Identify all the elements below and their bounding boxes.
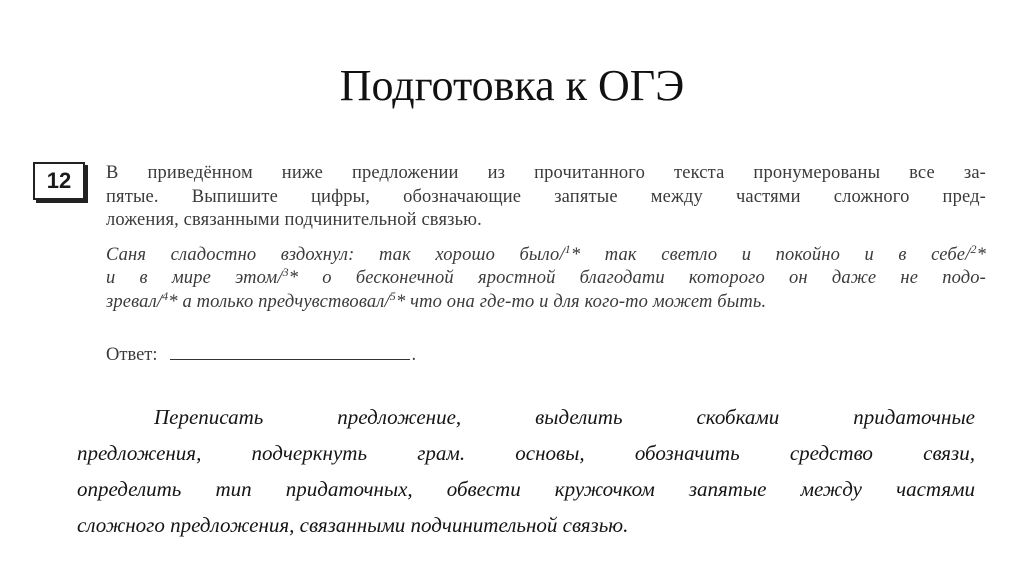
instruction-line: предложения, подчеркнуть грам. основы, обозначить средство связи, xyxy=(77,441,975,465)
task-sentence-line xyxy=(106,264,986,291)
task-sentence-line xyxy=(106,288,986,315)
task-sentence-line xyxy=(106,241,986,268)
teacher-instruction xyxy=(77,399,975,543)
comma-marker-suffix: * xyxy=(395,291,406,312)
sentence-text: и в мире этом xyxy=(106,268,278,288)
sentence-text: зревал xyxy=(106,291,157,312)
comma-number: 5 xyxy=(389,288,396,303)
answer-row xyxy=(106,343,416,366)
task-instruction xyxy=(106,162,986,233)
task-instruction-line: пятые. Выпишите цифры, обозначающие запятые между частями сложного пред- xyxy=(106,186,986,207)
answer-dot: . xyxy=(411,345,417,365)
instruction-line: определить тип придаточных, обвести кружочком запятые между частями xyxy=(77,477,975,501)
comma-marker-prefix: / xyxy=(965,244,971,265)
task-instruction-line: В приведённом ниже предложении из прочитанного текста пронумерованы все за- xyxy=(106,163,986,183)
task-number-badge: 12 xyxy=(33,162,85,200)
comma-number: 1 xyxy=(564,241,571,256)
sentence-text: что она где-то и для кого-то может быть. xyxy=(405,291,767,312)
slide-title: Подготовка к ОГЭ xyxy=(339,61,685,110)
sentence-text: так светло и покойно и в себе xyxy=(580,244,966,265)
sentence-text: о бесконечной яростной благодати которого он даже не подо- xyxy=(298,268,986,288)
comma-marker-prefix: / xyxy=(156,291,163,312)
task-instruction-line: ложения, связанными подчинительной связью. xyxy=(106,210,482,230)
sentence-text: а только предчувствовал xyxy=(177,291,385,312)
task-text-block xyxy=(106,162,986,314)
instruction-line: Переписать предложение, выделить скобками придаточные xyxy=(154,405,975,429)
comma-number: 3 xyxy=(282,264,289,279)
comma-marker-prefix: / xyxy=(277,268,283,288)
comma-marker-prefix: / xyxy=(559,244,565,265)
comma-marker-suffix: * xyxy=(570,244,581,265)
answer-blank-line xyxy=(170,343,410,360)
comma-marker-suffix: * xyxy=(976,244,986,265)
instruction-line: сложного предложения, связанными подчинительной связью. xyxy=(77,513,629,537)
sentence-text: Саня сладостно вздохнул: так хорошо было xyxy=(106,244,560,265)
comma-marker-suffix: * xyxy=(168,291,178,312)
comma-marker-prefix: / xyxy=(384,291,390,312)
comma-number: 4 xyxy=(162,288,169,303)
answer-label: Ответ: xyxy=(106,345,158,365)
comma-number: 2 xyxy=(970,241,977,256)
task-sentence xyxy=(106,241,986,315)
comma-marker-suffix: * xyxy=(288,268,299,288)
